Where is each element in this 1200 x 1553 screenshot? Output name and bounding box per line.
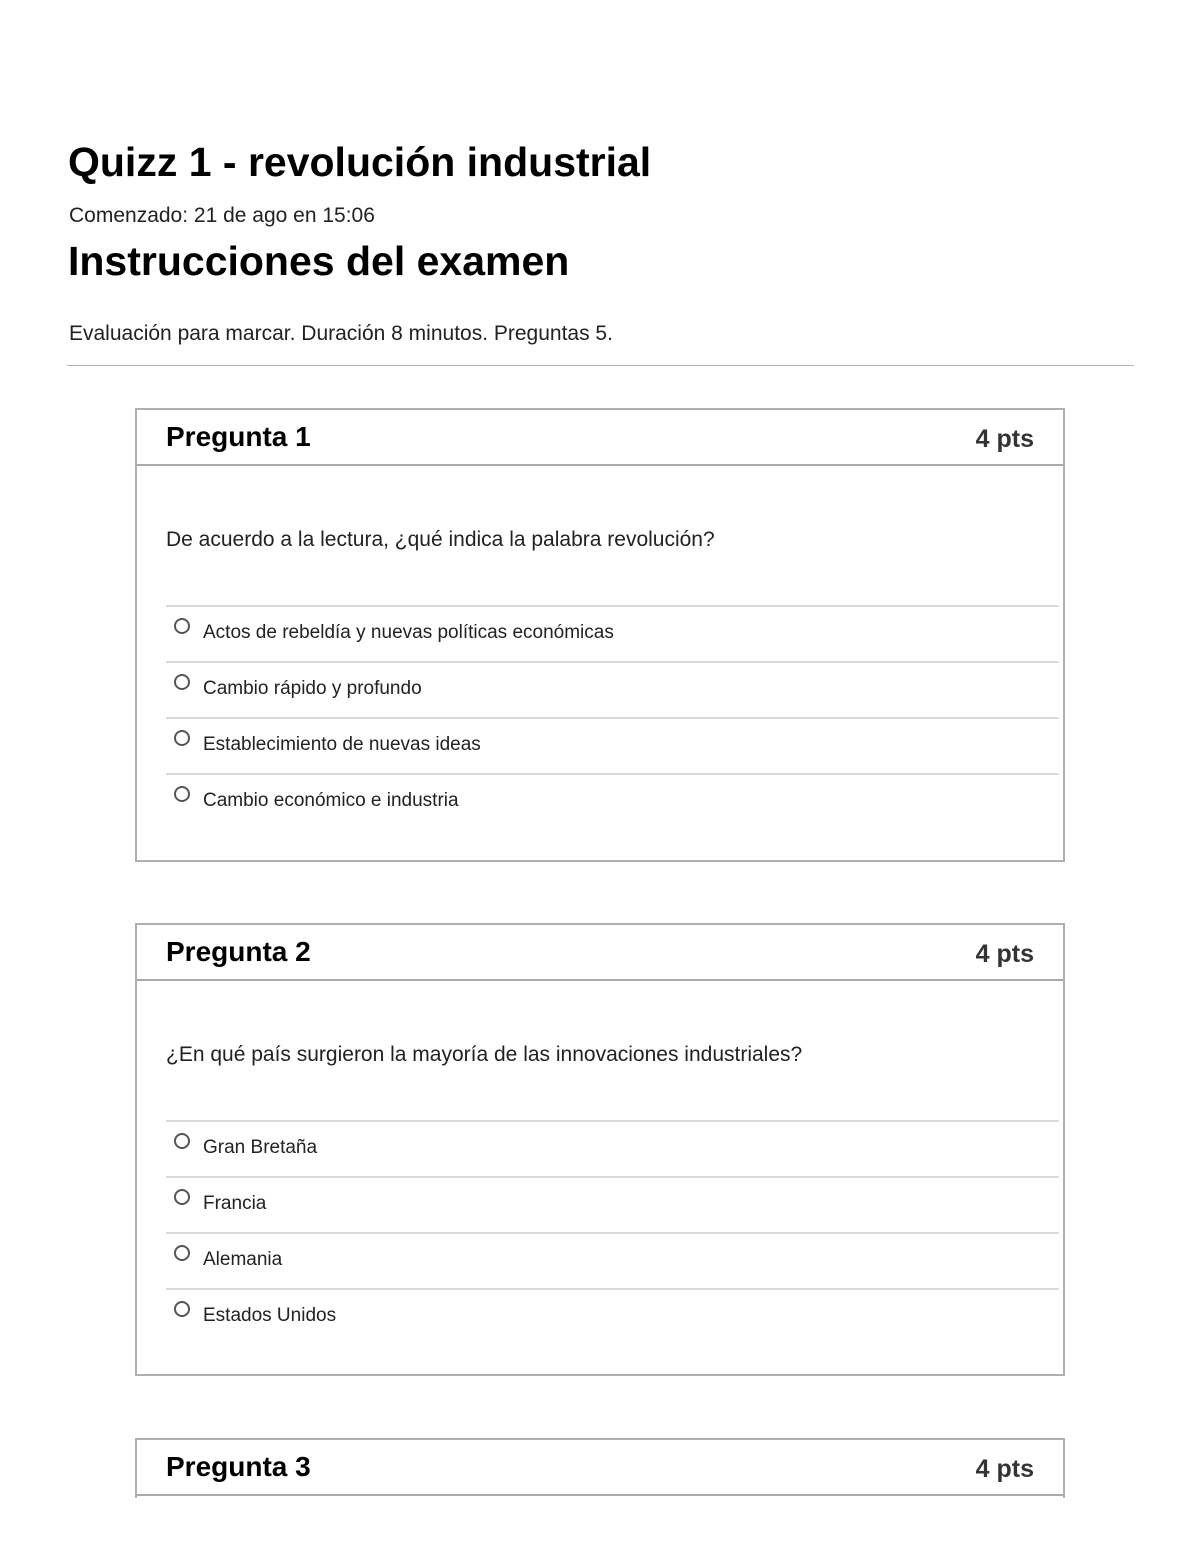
radio-button-icon[interactable] — [174, 730, 190, 746]
radio-button-icon[interactable] — [174, 1189, 190, 1205]
answer-option[interactable] — [166, 605, 1059, 661]
question-1-points: 4 pts — [975, 425, 1034, 453]
question-3-points: 4 pts — [975, 1455, 1034, 1483]
question-1-header — [137, 410, 1063, 466]
question-2-answers — [166, 1120, 1059, 1344]
question-2-title: Pregunta 2 — [166, 936, 311, 967]
quiz-title: Quizz 1 - revolución industrial — [68, 139, 652, 185]
answer-label[interactable]: Alemania — [203, 1249, 283, 1270]
question-3-header — [137, 1440, 1063, 1496]
answer-label[interactable]: Actos de rebeldía y nuevas políticas económicas — [203, 622, 614, 643]
radio-button-icon[interactable] — [174, 674, 190, 690]
radio-button-icon[interactable] — [174, 1301, 190, 1317]
radio-button-icon[interactable] — [174, 786, 190, 802]
answer-label[interactable]: Cambio rápido y profundo — [203, 678, 422, 699]
radio-button-icon[interactable] — [174, 1133, 190, 1149]
answer-option[interactable] — [166, 1176, 1059, 1232]
answer-label[interactable]: Estados Unidos — [203, 1305, 337, 1326]
answer-option[interactable] — [166, 773, 1059, 829]
question-2-text: ¿En qué país surgieron la mayoría de las innovaciones industriales? — [166, 1043, 803, 1066]
answer-option[interactable] — [166, 717, 1059, 773]
question-1-card — [135, 408, 1065, 862]
radio-button-icon[interactable] — [174, 1245, 190, 1261]
instructions-heading: Instrucciones del examen — [68, 238, 570, 284]
question-2-header — [137, 925, 1063, 981]
question-3-card — [135, 1438, 1065, 1498]
radio-button-icon[interactable] — [174, 618, 190, 634]
answer-label[interactable]: Establecimiento de nuevas ideas — [203, 734, 481, 755]
question-1-text: De acuerdo a la lectura, ¿qué indica la palabra revolución? — [166, 528, 715, 551]
started-timestamp: Comenzado: 21 de ago en 15:06 — [69, 204, 375, 227]
answer-option[interactable] — [166, 661, 1059, 717]
answer-label[interactable]: Gran Bretaña — [203, 1137, 318, 1158]
instructions-text: Evaluación para marcar. Duración 8 minutos. Preguntas 5. — [69, 322, 613, 345]
answer-option[interactable] — [166, 1120, 1059, 1176]
answer-option[interactable] — [166, 1232, 1059, 1288]
answer-label[interactable]: Francia — [203, 1193, 267, 1214]
question-3-title: Pregunta 3 — [166, 1451, 311, 1482]
question-1-answers — [166, 605, 1059, 829]
answer-option[interactable] — [166, 1288, 1059, 1344]
instructions-divider — [67, 365, 1134, 366]
question-2-points: 4 pts — [975, 940, 1034, 968]
answer-label[interactable]: Cambio económico e industria — [203, 790, 459, 811]
question-1-title: Pregunta 1 — [166, 421, 311, 452]
question-2-card — [135, 923, 1065, 1376]
